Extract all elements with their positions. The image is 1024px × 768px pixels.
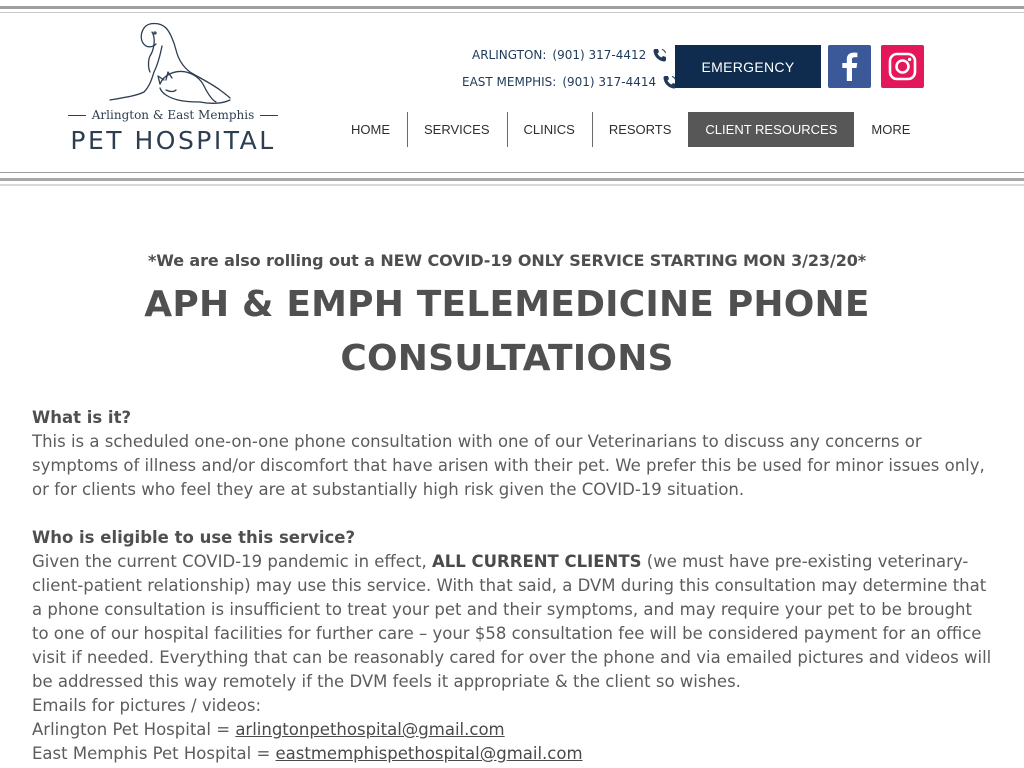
nav-item-more[interactable]: MORE <box>871 122 911 137</box>
header-top-rule <box>0 6 1024 9</box>
facebook-link[interactable] <box>828 45 871 88</box>
instagram-link[interactable] <box>881 45 924 88</box>
answer-text-intro: Given the current COVID-19 pandemic in effect, <box>32 552 432 571</box>
east-memphis-label: EAST MEMPHIS: <box>462 75 557 89</box>
logo-wordmark: PET HOSPITAL <box>70 126 276 155</box>
email-row-arlington <box>32 718 992 742</box>
nav-item-clinics[interactable]: CLINICS <box>507 112 592 147</box>
arlington-label: ARLINGTON: <box>472 48 547 62</box>
header-bottom-rule <box>0 178 1024 181</box>
page-title-line-2: CONSULTATIONS <box>340 338 674 379</box>
question-heading: What is it? <box>32 408 132 427</box>
emails-intro: Emails for pictures / videos: <box>32 696 262 715</box>
main-nav <box>334 112 927 147</box>
page-title-line-1: APH & EMPH TELEMEDICINE PHONE <box>144 284 870 325</box>
section-eligibility <box>32 526 992 766</box>
arlington-email-link[interactable]: arlingtonpethospital@gmail.com <box>235 720 505 739</box>
email-row-east-memphis <box>32 742 992 766</box>
header-top-rule-thin <box>0 12 1024 13</box>
section-what-is-it <box>32 406 992 502</box>
email-label: Arlington Pet Hospital = <box>32 720 236 739</box>
arlington-phone-line[interactable] <box>472 47 668 63</box>
east-memphis-email-link[interactable]: eastmemphispethospital@gmail.com <box>275 744 583 763</box>
answer-text-body: (we must have pre-existing veterinary-client-patient relationship) may use this service. With that said, a DVM during this consultation may determine that a phone consultation is insufficient to treat your pet and their symptoms, and may require your pet to be brought to one of our hospital facilities for further care – your $58 consultation fee will be considered payment for an office visit if needed. Everything that can be reasonably cared for over the phone and via emailed pictures and videos will be addressed this way remotely if the DVM feels it appropriate & the client so wishes. <box>32 552 992 691</box>
logo-subtitle-text: Arlington & East Memphis <box>91 108 255 122</box>
header-bottom-rule-shadow <box>0 184 1024 186</box>
facebook-icon <box>828 45 871 88</box>
answer-paragraph <box>32 550 992 694</box>
logo-subtitle <box>66 108 280 122</box>
email-label: East Memphis Pet Hospital = <box>32 744 276 763</box>
nav-item-resorts[interactable]: RESORTS <box>592 112 689 147</box>
instagram-icon <box>881 45 924 88</box>
nav-item-client-resources[interactable]: CLIENT RESOURCES <box>688 112 854 147</box>
dog-and-cat-logo-icon <box>104 20 244 106</box>
answer-text-emphasis: ALL CURRENT CLIENTS <box>431 552 642 571</box>
header-bottom-rule-thin <box>0 172 1024 173</box>
covid-service-notice: *We are also rolling out a NEW COVID-19 ONLY SERVICE STARTING MON 3/23/20* <box>147 251 867 270</box>
phone-icon <box>652 47 668 63</box>
nav-item-home[interactable]: HOME <box>351 122 390 137</box>
east-memphis-phone-number[interactable]: (901) 317-4414 <box>562 75 657 89</box>
east-memphis-phone-line[interactable] <box>462 74 678 90</box>
emergency-button[interactable]: EMERGENCY <box>675 45 821 88</box>
question-heading: Who is eligible to use this service? <box>32 528 356 547</box>
arlington-phone-number[interactable]: (901) 317-4412 <box>552 48 647 62</box>
page-title <box>0 278 1014 386</box>
site-logo[interactable] <box>66 20 280 160</box>
nav-item-services[interactable]: SERVICES <box>407 112 507 147</box>
answer-paragraph: This is a scheduled one-on-one phone consultation with one of our Veterinarians to discuss any concerns or symptoms of illness and/or discomfort that have arisen with their pet. We prefer this be used for minor issues only, or for clients who feel they are at substantially high risk given the COVID-19 situation. <box>32 432 985 499</box>
